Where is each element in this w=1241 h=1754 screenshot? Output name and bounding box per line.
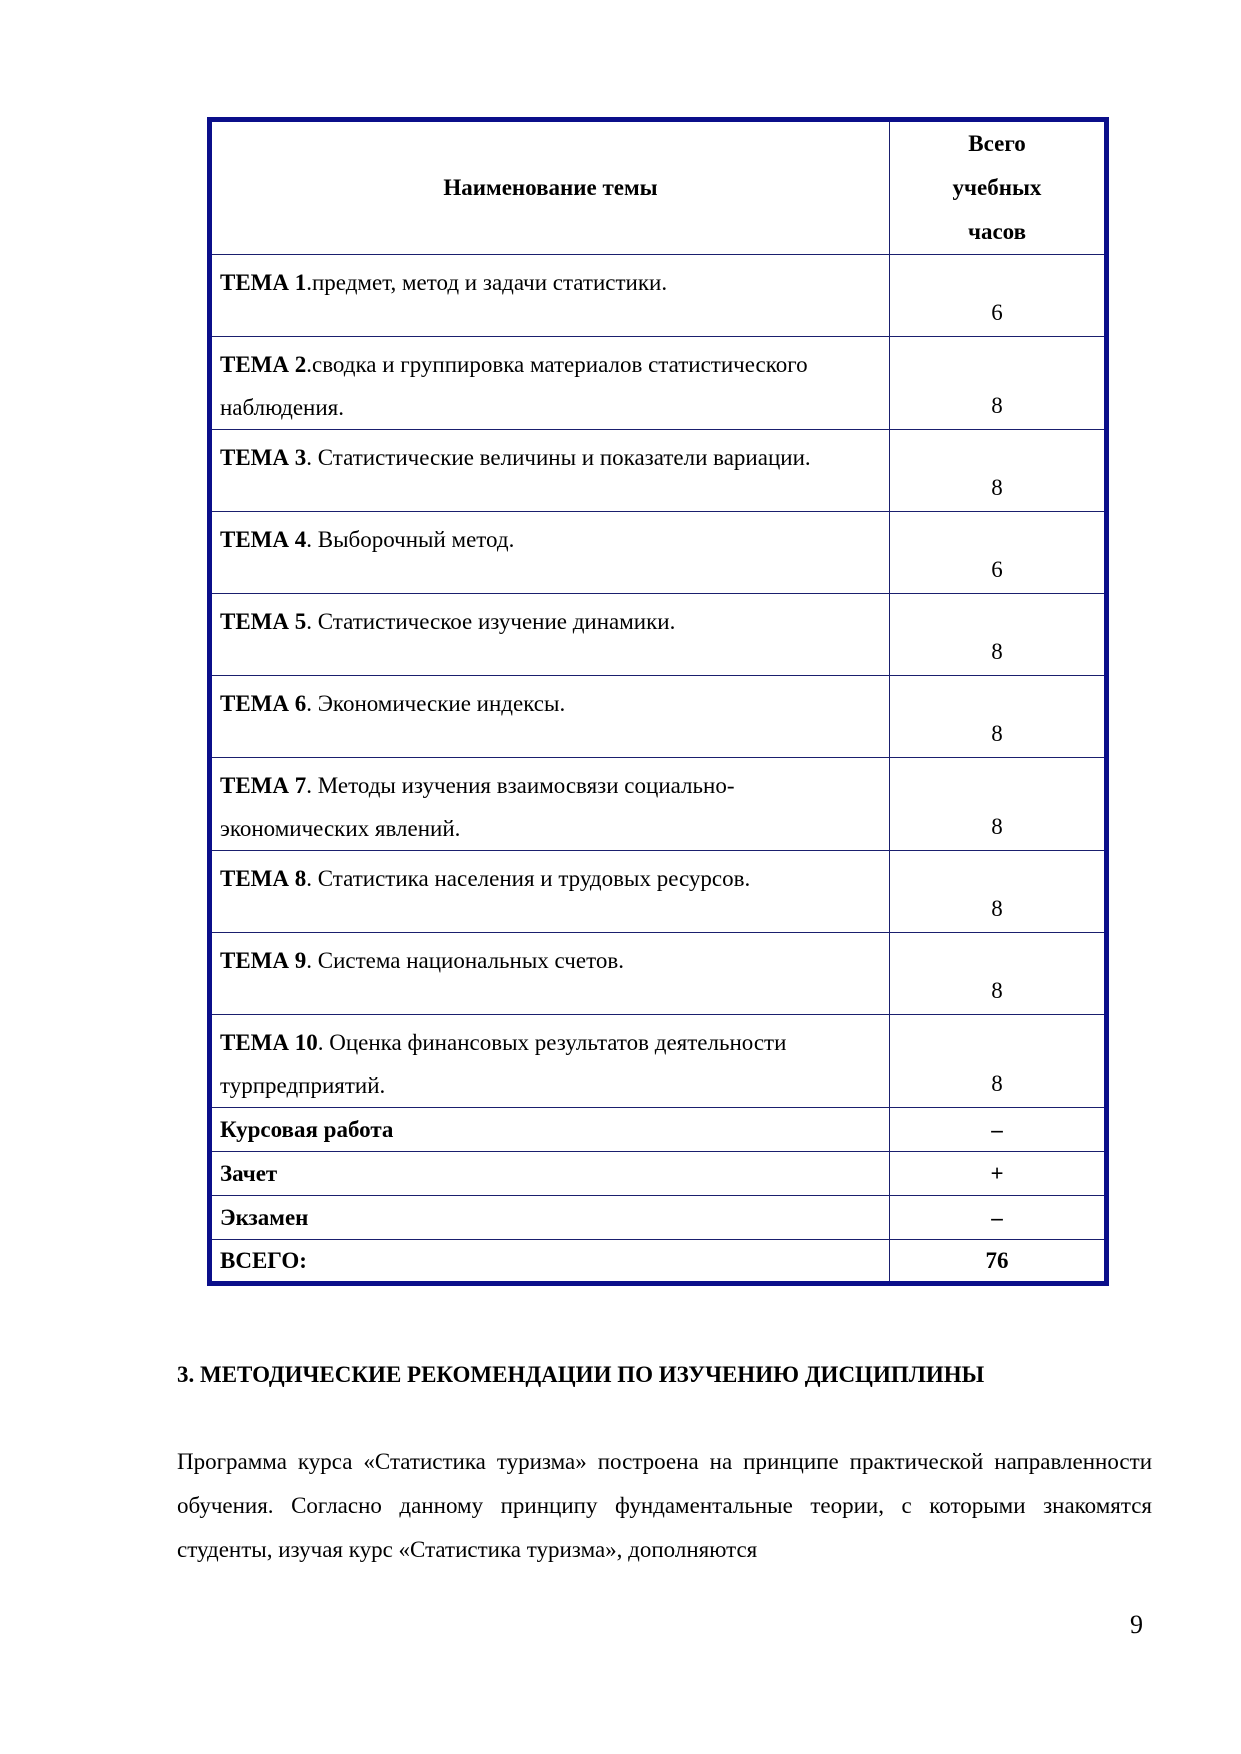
table-row xyxy=(210,512,1107,594)
hours-cell: 8 xyxy=(890,676,1107,758)
summary-value: – xyxy=(890,1108,1107,1152)
topic-cell xyxy=(210,676,890,758)
topic-text: . Статистическое изучение динамики. xyxy=(306,609,676,634)
table-header-row xyxy=(210,120,1107,255)
topic-cell xyxy=(210,1015,890,1108)
hours-cell: 8 xyxy=(890,933,1107,1015)
topic-text: . Выборочный метод. xyxy=(306,527,515,552)
table-row xyxy=(210,337,1107,430)
table-row xyxy=(210,1015,1107,1108)
topic-cell xyxy=(210,594,890,676)
topic-label: ТЕМА 6 xyxy=(220,691,307,716)
topic-label: ТЕМА 3 xyxy=(220,445,307,470)
body-paragraph: Программа курса «Статистика туризма» построена на принципе практической направленности обучения. Согласно данному принципу фундаментальные теории, с которыми знакомятся студенты, изучая курс «Статистика туризма», дополняются xyxy=(177,1449,1152,1562)
header-hours xyxy=(890,120,1107,255)
topic-cell xyxy=(210,933,890,1015)
summary-label: Зачет xyxy=(210,1152,890,1196)
header-hours-line2: учебных xyxy=(952,175,1042,200)
topic-text: .предмет, метод и задачи статистики. xyxy=(306,270,668,295)
topic-label: ТЕМА 1 xyxy=(220,270,307,295)
summary-label: ВСЕГО: xyxy=(210,1240,890,1284)
summary-value: 76 xyxy=(890,1240,1107,1284)
topic-label: ТЕМА 5 xyxy=(220,609,307,634)
table-row xyxy=(210,758,1107,851)
hours-cell: 8 xyxy=(890,1015,1107,1108)
hours-cell: 6 xyxy=(890,512,1107,594)
topic-label: ТЕМА 4 xyxy=(220,527,307,552)
topic-label: ТЕМА 8 xyxy=(220,866,307,891)
header-hours-line1: Всего xyxy=(968,131,1026,156)
section-heading: 3. МЕТОДИЧЕСКИЕ РЕКОМЕНДАЦИИ ПО ИЗУЧЕНИЮ ДИСЦИПЛИНЫ xyxy=(177,1362,985,1387)
hours-cell: 8 xyxy=(890,337,1107,430)
topic-label: ТЕМА 9 xyxy=(220,948,307,973)
topic-text: . Система национальных счетов. xyxy=(306,948,624,973)
summary-label: Экзамен xyxy=(210,1196,890,1240)
topic-text: . Статистические величины и показатели вариации. xyxy=(306,445,811,470)
topic-cell xyxy=(210,758,890,851)
summary-value: – xyxy=(890,1196,1107,1240)
topic-cell xyxy=(210,512,890,594)
topic-cell xyxy=(210,337,890,430)
topic-text: .сводка и группировка материалов статистического наблюдения. xyxy=(220,352,808,420)
hours-cell: 8 xyxy=(890,594,1107,676)
page-number: 9 xyxy=(1130,1610,1143,1639)
topics-table xyxy=(207,117,1109,1286)
summary-row xyxy=(210,1108,1107,1152)
header-hours-line3: часов xyxy=(967,219,1027,244)
table-row xyxy=(210,676,1107,758)
table-row xyxy=(210,255,1107,337)
hours-cell: 8 xyxy=(890,758,1107,851)
table-row xyxy=(210,933,1107,1015)
hours-cell: 8 xyxy=(890,851,1107,933)
topic-label: ТЕМА 10 xyxy=(220,1030,318,1055)
summary-value: + xyxy=(890,1152,1107,1196)
topic-text: . Оценка финансовых результатов деятельности турпредприятий. xyxy=(220,1030,787,1098)
summary-row xyxy=(210,1240,1107,1284)
topic-label: ТЕМА 7 xyxy=(220,773,307,798)
table-row xyxy=(210,594,1107,676)
summary-row xyxy=(210,1152,1107,1196)
topic-cell xyxy=(210,255,890,337)
table-row xyxy=(210,851,1107,933)
topic-label: ТЕМА 2 xyxy=(220,352,307,377)
topic-text: . Статистика населения и трудовых ресурсов. xyxy=(306,866,751,891)
topic-cell xyxy=(210,851,890,933)
topic-text: . Экономические индексы. xyxy=(306,691,566,716)
summary-label: Курсовая работа xyxy=(210,1108,890,1152)
topic-cell xyxy=(210,430,890,512)
hours-cell: 6 xyxy=(890,255,1107,337)
summary-row xyxy=(210,1196,1107,1240)
topic-text: . Методы изучения взаимосвязи социально-экономических явлений. xyxy=(220,773,735,841)
header-topic-name: Наименование темы xyxy=(210,120,890,255)
table-row xyxy=(210,430,1107,512)
hours-cell: 8 xyxy=(890,430,1107,512)
